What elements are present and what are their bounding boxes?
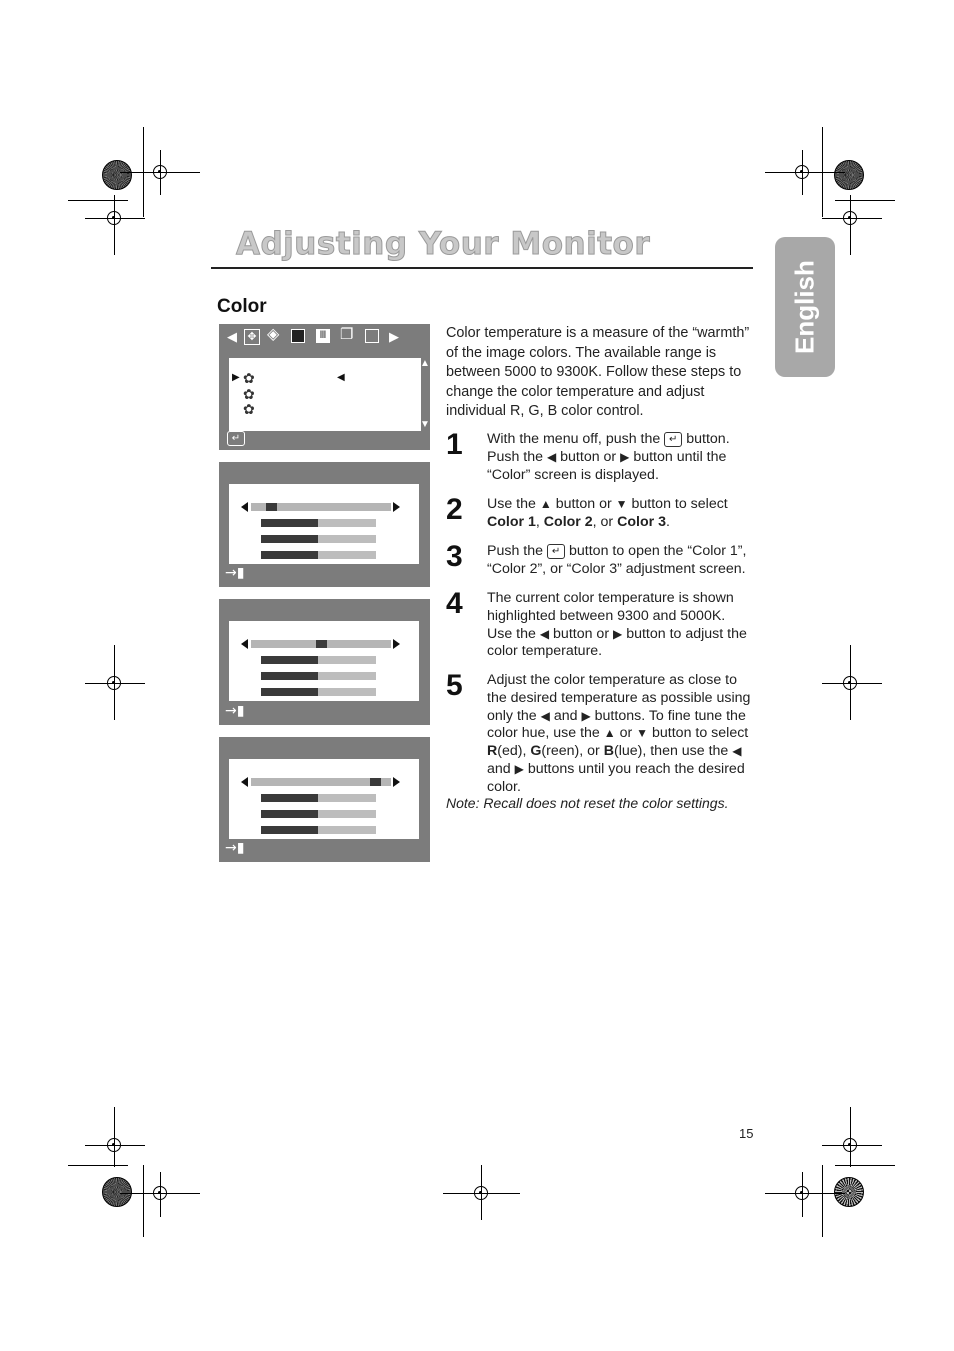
temperature-marker [370,778,381,786]
section-heading: Color [217,296,267,317]
adjust-icon: Ⅲ [316,329,330,343]
selection-arrow-icon: ▶ [232,372,240,383]
recall-icon: ❐ [340,326,354,343]
right-arrow-icon: ▶ [514,761,524,776]
print-sunburst-mark [834,1177,864,1207]
step-text: Use the ▲ button or ▼ button to select Color 1, Color 2, or Color 3. [487,496,728,530]
page-number: 15 [739,1126,754,1141]
exit-icon: →▮ [225,840,245,856]
position-icon: ✥ [244,329,260,345]
temperature-marker [316,640,327,648]
right-arrow-icon: ▶ [620,449,630,464]
color-menu-icon [291,329,305,343]
right-arrow-icon: ▶ [581,708,591,723]
print-sunburst-mark [102,1177,132,1207]
language-tab [775,237,835,377]
up-arrow-icon: ▲ [539,497,552,511]
color-preset-icon: ✿ [243,401,255,417]
left-arrow-icon: ◀ [540,708,550,723]
down-arrow-icon: ▼ [615,497,628,511]
step-number: 3 [446,540,463,573]
page-title: Adjusting Your Monitor [236,226,651,262]
step-number: 1 [446,428,463,461]
step-text: With the menu off, push the ↵ button. Push the ◀ button or ▶ button until the “Color” screen is displayed. [487,431,730,483]
title-rule [211,267,753,269]
step-text: Push the ↵ button to open the “Color 1”, “Color 2”, or “Color 3” adjustment screen. [487,543,747,577]
right-arrow-icon: ▶ [613,626,623,641]
language-tab-label: English [789,260,820,354]
osd-adjust-panel-1 [219,462,430,587]
geometry-icon: ◈ [267,326,280,343]
corner-icon [365,329,379,343]
down-arrow-icon: ▼ [636,726,649,741]
intro-paragraph: Color temperature is a measure of the “warmth” of the image colors. The available range is between 5000 to 9300K. Follow these steps to change the color temperature and adjust individual R, G, B color control. [446,325,750,419]
step-text: Adjust the color temperature as close to the desired temperature as possible using only the ◀ and ▶ buttons. To fine tune the color hue, use the ▲ or ▼ button to select R(ed), G(reen), or B(lue), then use the ◀ and ▶ buttons until you reach the desired color. [487,672,751,795]
enter-icon: ↵ [547,544,565,559]
right-arrow-icon [393,639,400,649]
left-arrow-icon [241,777,248,787]
osd-menu-list [229,358,421,431]
enter-icon: ↵ [664,432,682,447]
left-arrow-icon [241,502,248,512]
osd-color-menu-panel [219,324,430,450]
left-arrow-icon: ◀ [546,449,557,464]
color-preset-icon: ✿ [243,386,255,402]
osd-adjust-panel-2 [219,599,430,725]
left-arrow-icon: ◀ [227,329,237,344]
exit-icon: →▮ [225,565,245,581]
scroll-down-icon: ▼ [420,419,430,430]
enter-icon: ↵ [227,431,245,446]
value-arrow-icon: ◀ [337,372,345,383]
left-arrow-icon: ◀ [539,626,550,641]
left-arrow-icon: ◀ [732,744,742,759]
temperature-marker [266,503,277,511]
up-arrow-icon: ▲ [603,726,616,741]
osd-adjust-panel-3 [219,737,430,862]
right-arrow-icon [393,777,400,787]
print-sunburst-mark [834,160,864,190]
step-number: 5 [446,669,463,702]
note: Note: Recall does not reset the color settings. [446,795,729,811]
step-number: 2 [446,493,463,526]
right-arrow-icon: ▶ [389,329,399,344]
print-sunburst-mark [102,160,132,190]
left-arrow-icon [241,639,248,649]
scroll-up-icon: ▲ [420,358,430,369]
right-arrow-icon [393,502,400,512]
color-preset-icon: ✿ [243,370,255,386]
step-number: 4 [446,587,463,620]
step-text: The current color temperature is shown highlighted between 9300 and 5000K. Use the ◀ button or ▶ button to adjust the color temperature. [487,590,747,660]
exit-icon: →▮ [225,703,245,719]
